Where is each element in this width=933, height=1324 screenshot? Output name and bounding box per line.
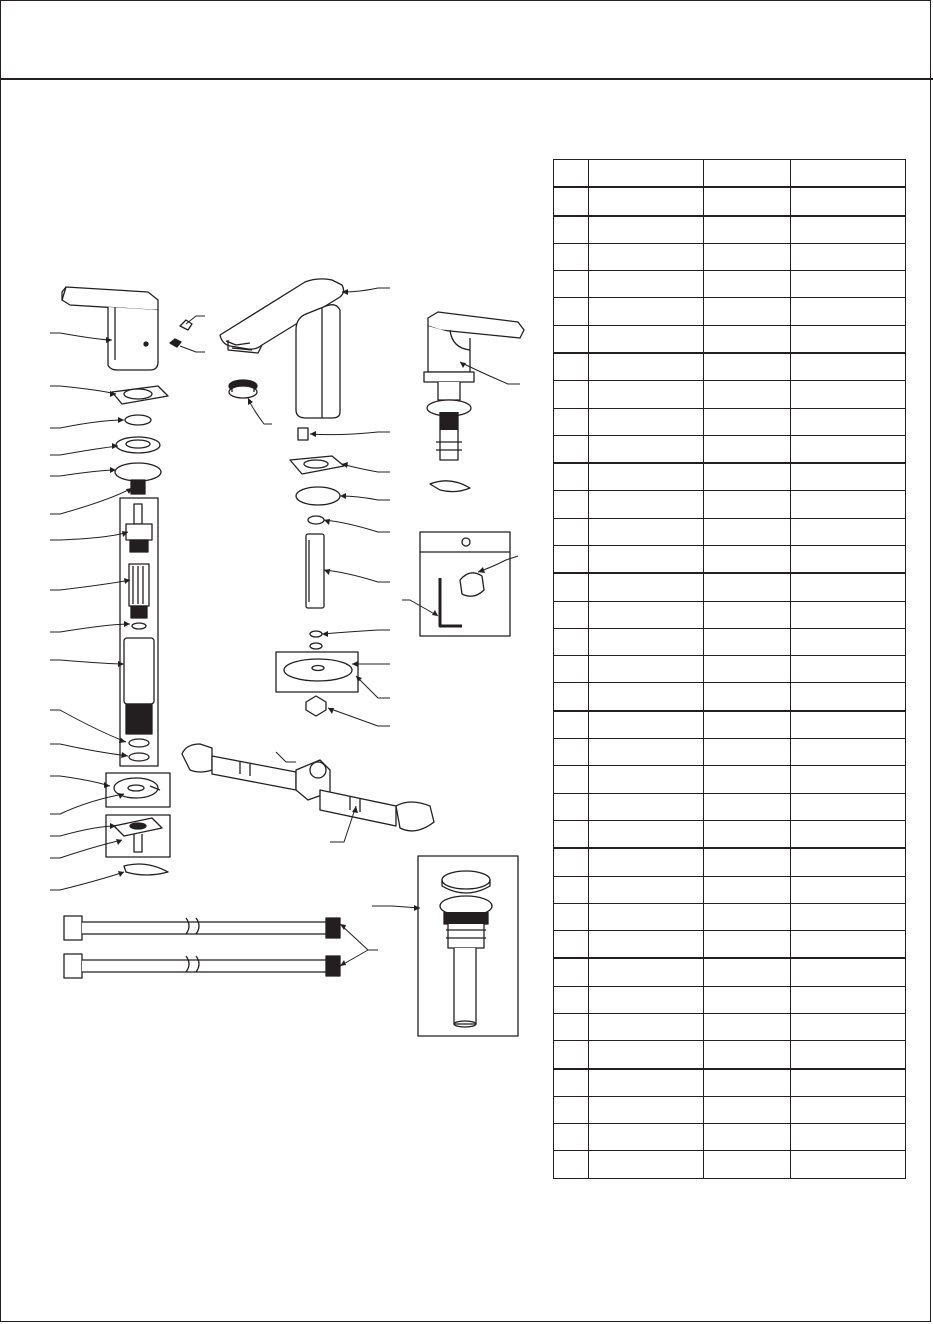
table-cell (554, 325, 589, 353)
table-cell (791, 793, 906, 820)
table-row (554, 1069, 906, 1097)
table-cell (589, 1096, 704, 1123)
table-cell (704, 243, 791, 270)
table-row (554, 298, 906, 325)
set-screw-parts (170, 320, 192, 347)
table-row (554, 656, 906, 683)
table-cell (589, 1013, 704, 1040)
table-cell (554, 683, 589, 711)
table-cell (791, 848, 906, 876)
table-cell (589, 793, 704, 820)
table-cell (791, 271, 906, 298)
hex-nut (306, 696, 326, 716)
table-cell (589, 491, 704, 518)
parts-list-table (553, 159, 906, 1179)
table-cell (589, 408, 704, 435)
table-row (554, 1041, 906, 1069)
table-cell (704, 353, 791, 381)
table-cell (704, 793, 791, 820)
table-cell (791, 656, 906, 683)
table-cell (554, 656, 589, 683)
table-cell (554, 408, 589, 435)
table-cell (704, 1013, 791, 1040)
table-row (554, 216, 906, 244)
table-cell (791, 518, 906, 545)
table-cell (554, 1151, 589, 1179)
mounting-bracket (114, 818, 162, 852)
table-cell (791, 1013, 906, 1040)
table-cell (589, 243, 704, 270)
table-cell (704, 848, 791, 876)
crossover-tube (182, 744, 434, 831)
table-cell (589, 1151, 704, 1179)
table-cell (704, 1151, 791, 1179)
table-row (554, 986, 906, 1013)
table-cell (589, 518, 704, 545)
table-cell (589, 573, 704, 601)
table-cell (791, 1069, 906, 1097)
table-cell (704, 711, 791, 739)
table-row (554, 820, 906, 848)
table-cell (704, 656, 791, 683)
table-cell (589, 187, 704, 215)
table-cell (554, 435, 589, 463)
table-cell (554, 187, 589, 215)
table-cell (704, 491, 791, 518)
table-cell (554, 216, 589, 244)
table-cell (791, 958, 906, 986)
table-row (554, 601, 906, 628)
table-cell (704, 683, 791, 711)
table-cell (589, 931, 704, 959)
table-row (554, 766, 906, 793)
table-cell (791, 1151, 906, 1179)
table-cell (791, 683, 906, 711)
table-cell (791, 903, 906, 930)
table-cell (554, 1124, 589, 1151)
table-cell (704, 628, 791, 655)
table-cell (554, 711, 589, 739)
table-cell (704, 601, 791, 628)
table-row (554, 491, 906, 518)
table-cell (704, 1041, 791, 1069)
table-cell (554, 601, 589, 628)
table-cell (704, 1096, 791, 1123)
table-cell (589, 546, 704, 574)
table-cell (704, 546, 791, 574)
table-row (554, 1013, 906, 1040)
table-cell (791, 298, 906, 325)
table-cell (554, 739, 589, 766)
table-cell (589, 160, 704, 188)
table-cell (554, 958, 589, 986)
table-cell (554, 546, 589, 574)
table-cell (791, 216, 906, 244)
table-cell (791, 1041, 906, 1069)
table-cell (554, 518, 589, 545)
table-cell (554, 1096, 589, 1123)
aerator (229, 380, 257, 398)
table-cell (791, 491, 906, 518)
table-cell (589, 216, 704, 244)
table-cell (554, 848, 589, 876)
table-cell (589, 601, 704, 628)
table-cell (791, 739, 906, 766)
table-cell (589, 1124, 704, 1151)
table-cell (589, 463, 704, 491)
table-cell (791, 711, 906, 739)
table-cell (589, 381, 704, 408)
table-cell (791, 628, 906, 655)
left-clip (124, 864, 168, 875)
table-row (554, 931, 906, 959)
table-cell (704, 187, 791, 215)
table-cell (589, 820, 704, 848)
table-row (554, 876, 906, 903)
table-cell (791, 353, 906, 381)
table-cell (704, 820, 791, 848)
table-row (554, 187, 906, 215)
table-cell (554, 381, 589, 408)
table-cell (791, 820, 906, 848)
table-cell (704, 766, 791, 793)
table-cell (704, 381, 791, 408)
left-column-parts (112, 386, 168, 494)
table-cell (589, 353, 704, 381)
table-row (554, 518, 906, 545)
table-cell (554, 573, 589, 601)
table-cell (589, 739, 704, 766)
table-cell (554, 271, 589, 298)
table-cell (589, 656, 704, 683)
table-cell (589, 325, 704, 353)
table-cell (554, 628, 589, 655)
table-cell (791, 381, 906, 408)
table-cell (554, 1041, 589, 1069)
table-row (554, 381, 906, 408)
table-row (554, 848, 906, 876)
table-cell (704, 216, 791, 244)
table-cell (554, 1069, 589, 1097)
table-cell (589, 271, 704, 298)
table-row (554, 463, 906, 491)
table-cell (554, 766, 589, 793)
table-row (554, 903, 906, 930)
table-cell (791, 1096, 906, 1123)
table-cell (791, 187, 906, 215)
table-cell (704, 986, 791, 1013)
table-cell (704, 408, 791, 435)
table-cell (791, 876, 906, 903)
table-cell (704, 931, 791, 959)
table-cell (791, 243, 906, 270)
table-cell (554, 243, 589, 270)
table-cell (589, 298, 704, 325)
table-cell (704, 1124, 791, 1151)
table-cell (589, 958, 704, 986)
left-handle (62, 287, 158, 370)
table-row (554, 1124, 906, 1151)
table-cell (791, 1124, 906, 1151)
table-cell (791, 463, 906, 491)
table-cell (589, 683, 704, 711)
table-row (554, 1096, 906, 1123)
table-row (554, 408, 906, 435)
table-cell (704, 876, 791, 903)
table-row (554, 739, 906, 766)
table-cell (589, 628, 704, 655)
pop-up-drain (440, 871, 492, 1027)
table-cell (589, 986, 704, 1013)
table-cell (704, 958, 791, 986)
table-cell (791, 601, 906, 628)
table-cell (704, 518, 791, 545)
cartridge-stack (124, 504, 154, 761)
table-cell (589, 711, 704, 739)
table-cell (791, 435, 906, 463)
table-cell (791, 766, 906, 793)
table-row (554, 271, 906, 298)
table-cell (589, 766, 704, 793)
supply-hoses (64, 916, 340, 978)
table-row (554, 958, 906, 986)
table-cell (704, 573, 791, 601)
table-cell (791, 986, 906, 1013)
table-cell (554, 353, 589, 381)
table-cell (589, 1069, 704, 1097)
table-cell (704, 435, 791, 463)
table-row (554, 243, 906, 270)
table-cell (704, 271, 791, 298)
table-cell (791, 546, 906, 574)
table-cell (554, 820, 589, 848)
table-cell (554, 931, 589, 959)
table-cell (554, 463, 589, 491)
table-cell (589, 1041, 704, 1069)
table-cell (589, 848, 704, 876)
table-row (554, 435, 906, 463)
table-cell (589, 903, 704, 930)
table-cell (704, 325, 791, 353)
table-row (554, 325, 906, 353)
table-cell (554, 160, 589, 188)
table-cell (791, 408, 906, 435)
table-cell (554, 986, 589, 1013)
table-cell (791, 573, 906, 601)
table-cell (704, 903, 791, 930)
right-column-parts (290, 428, 344, 649)
table-cell (554, 903, 589, 930)
lock-plate (284, 659, 352, 681)
table-cell (704, 298, 791, 325)
table-row (554, 683, 906, 711)
table-cell (554, 491, 589, 518)
table-cell (704, 739, 791, 766)
table-cell (791, 325, 906, 353)
table-cell (589, 876, 704, 903)
table-row (554, 160, 906, 188)
table-row (554, 628, 906, 655)
table-row (554, 711, 906, 739)
table-cell (554, 1013, 589, 1040)
table-row (554, 546, 906, 574)
table-cell (554, 876, 589, 903)
table-cell (704, 160, 791, 188)
table-cell (704, 463, 791, 491)
table-cell (791, 160, 906, 188)
table-cell (554, 793, 589, 820)
table-cell (554, 298, 589, 325)
table-row (554, 1151, 906, 1179)
table-row (554, 353, 906, 381)
table-cell (704, 1069, 791, 1097)
right-handle-assembly (424, 312, 524, 492)
table-cell (589, 435, 704, 463)
table-row (554, 573, 906, 601)
table-row (554, 793, 906, 820)
table-cell (791, 931, 906, 959)
